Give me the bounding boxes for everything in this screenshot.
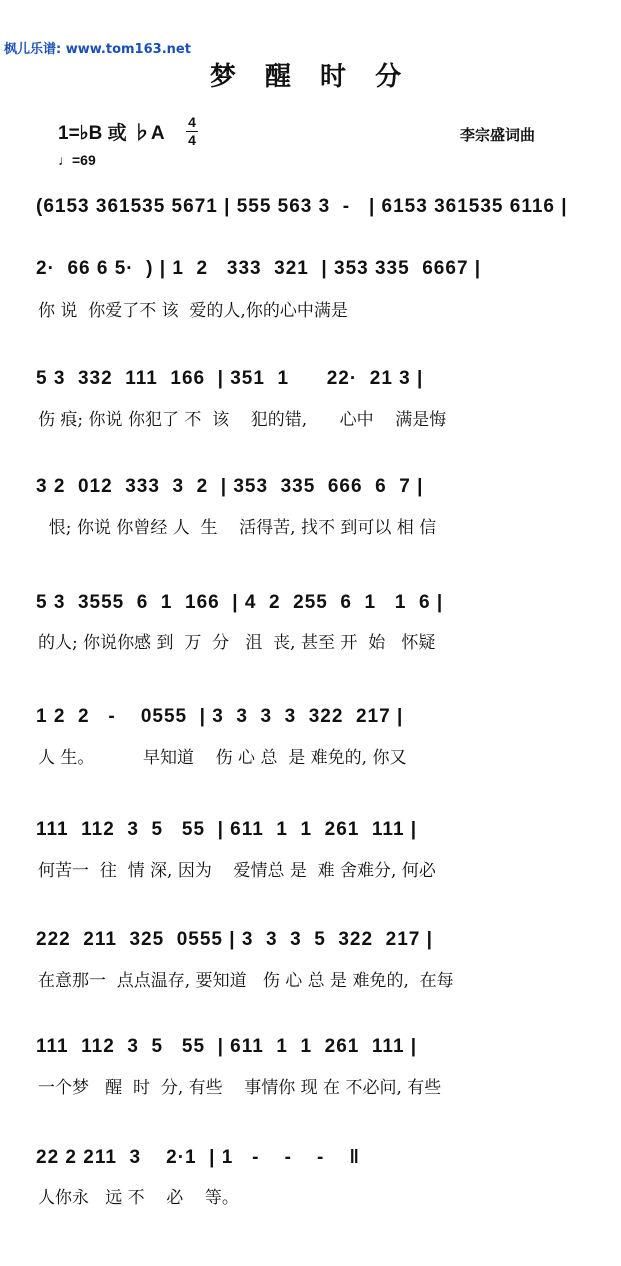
notes-line: 3 2 012 333 3 2 | 353 335 666 6 7 | — [36, 476, 424, 497]
notes-line: 222 211 325 0555 | 3 3 3 5 322 217 | — [36, 929, 433, 950]
notes-line: 2· 66 6 5· ) | 1 2 333 321 | 353 335 6667 | — [36, 258, 482, 279]
time-signature-top: 4 — [188, 114, 196, 130]
lyrics-line: 何苦一 往 情 深, 因为 爱情总 是 难 舍难分, 何必 — [38, 861, 436, 881]
song-title: 梦 醒 时 分 — [209, 62, 412, 92]
site-watermark: 枫儿乐谱: www.tom163.net — [4, 42, 191, 57]
time-signature-bottom: 4 — [188, 132, 196, 148]
lyrics-line: 人你永 远 不 必 等。 — [38, 1188, 239, 1208]
notes-line: 111 112 3 5 55 | 611 1 1 261 111 | — [36, 1036, 418, 1057]
time-signature — [186, 114, 198, 149]
notes-line: 5 3 3555 6 1 166 | 4 2 255 6 1 1 6 | — [36, 592, 444, 613]
lyrics-line: 一个梦 醒 时 分, 有些 事情你 现 在 不必问, 有些 — [38, 1078, 442, 1098]
key-signature: 1=♭B 或 ♭A — [58, 123, 165, 144]
notes-line: 111 112 3 5 55 | 611 1 1 261 111 | — [36, 819, 418, 840]
lyrics-line: 伤 痕; 你说 你犯了 不 该 犯的错, 心中 满是悔 — [38, 410, 447, 430]
lyrics-line: 人 生。 早知道 伤 心 总 是 难免的, 你又 — [38, 748, 407, 768]
tempo-marking: ♩=69 — [58, 152, 96, 168]
composer-credit: 李宗盛词曲 — [460, 126, 536, 144]
lyrics-line: 在意那一 点点温存, 要知道 伤 心 总 是 难免的, 在每 — [38, 971, 454, 991]
notes-line: 1 2 2 - 0555 | 3 3 3 3 322 217 | — [36, 706, 404, 727]
notes-line: 5 3 332 111 166 | 351 1 22· 21 3 | — [36, 368, 424, 389]
notes-line: 22 2 211 3 2·1 | 1 - - - ‖ — [36, 1147, 360, 1168]
lyrics-line: 你 说 你爱了不 该 爱的人,你的心中满是 — [38, 301, 348, 321]
lyrics-line: 恨; 你说 你曾经 人 生 活得苦, 找不 到可以 相 信 — [38, 518, 437, 538]
lyrics-line: 的人; 你说你感 到 万 分 沮 丧, 甚至 开 始 怀疑 — [38, 633, 436, 653]
notes-line: (6153 361535 5671 | 555 563 3 - | 6153 361535 6116 | — [36, 196, 568, 217]
